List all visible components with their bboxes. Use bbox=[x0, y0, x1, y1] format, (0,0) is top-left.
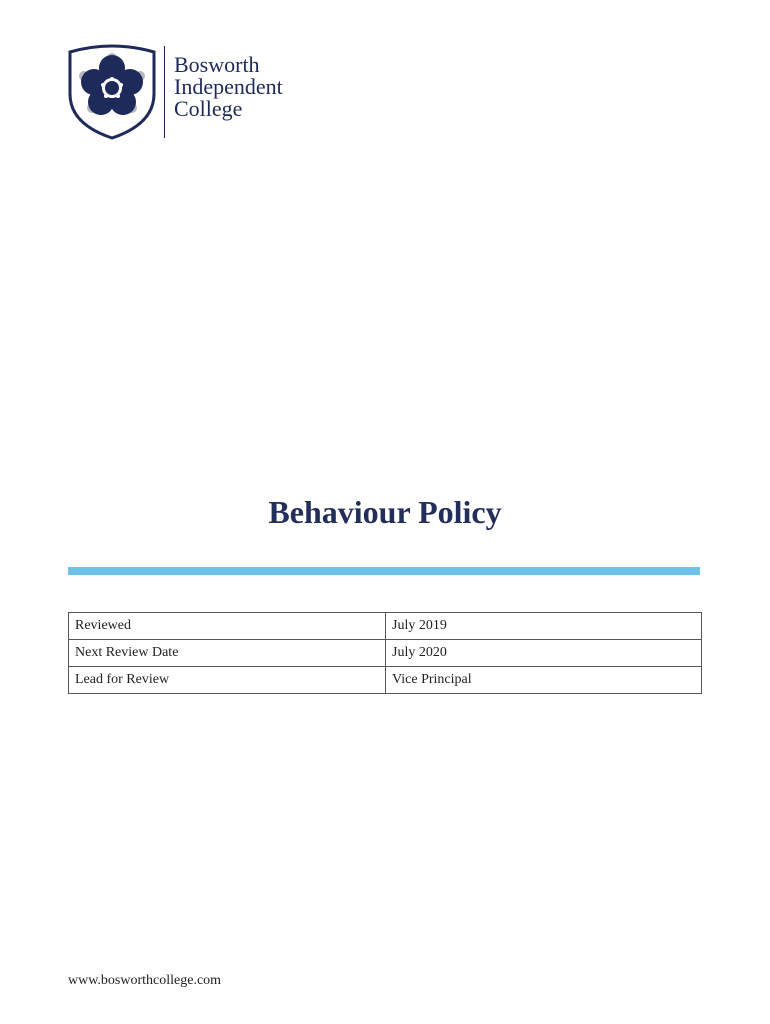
college-wordmark bbox=[174, 54, 283, 120]
review-table bbox=[68, 612, 702, 694]
document-title: Behaviour Policy bbox=[268, 494, 502, 530]
footer-website: www.bosworthcollege.com bbox=[68, 973, 222, 988]
review-label: Lead for Review bbox=[69, 667, 386, 694]
review-label: Reviewed bbox=[69, 613, 386, 640]
review-label: Next Review Date bbox=[69, 640, 386, 667]
review-value: July 2019 bbox=[386, 613, 702, 640]
wordmark-line-2: Independent bbox=[174, 74, 283, 99]
tudor-rose-shield-icon bbox=[66, 42, 158, 140]
title-rule bbox=[68, 567, 700, 575]
college-logo bbox=[66, 42, 306, 142]
table-row bbox=[69, 613, 702, 640]
logo-divider bbox=[164, 46, 165, 138]
wordmark-line-3: College bbox=[174, 96, 243, 121]
review-value: July 2020 bbox=[386, 640, 702, 667]
wordmark-line-1: Bosworth bbox=[174, 52, 260, 77]
table-row bbox=[69, 667, 702, 694]
review-value: Vice Principal bbox=[386, 667, 702, 694]
table-row bbox=[69, 640, 702, 667]
